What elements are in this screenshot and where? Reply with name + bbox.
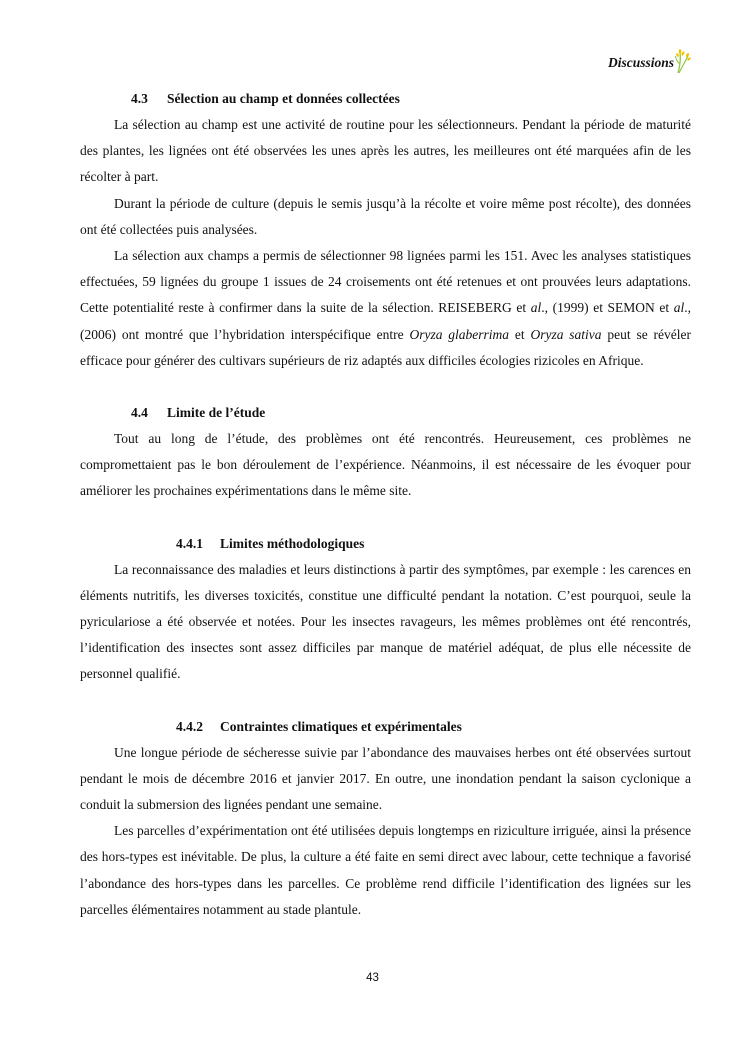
header-title: Discussions (607, 55, 674, 70)
section-number: 4.4 (131, 405, 148, 421)
spacer (80, 374, 691, 400)
species-name: Oryza glaberrima (409, 326, 510, 342)
rice-plant-icon (675, 48, 691, 74)
section-heading-4-4 (80, 400, 691, 426)
section-title: Sélection au champ et données collectées (167, 91, 400, 106)
paragraph: Une longue période de sécheresse suivie par l’abondance des mauvaises herbes ont été observées surtout pendant le mois de décembre 2016 et janvier 2017. En outre, une inondation pendant la saison cyclonique a conduit la submersion des lignées pendant une semaine. (80, 744, 691, 813)
species-name: Oryza sativa (530, 326, 602, 342)
paragraph: Les parcelles d’expérimentation ont été utilisées depuis longtemps en riziculture irriguée, ainsi la présence des hors-types est inévitable. De plus, la culture a été faite en semi direct avec labour, cette technique a favorisé l’abondance des hors-types dans les parcelles. Ce problème rend difficile l’identification des lignées sur les parcelles élémentaires notamment au stade plantule. (80, 823, 691, 917)
section-heading-4-3 (80, 86, 691, 112)
page-content (80, 86, 691, 923)
section-number: 4.3 (131, 91, 148, 106)
section-title: Limite de l’étude (167, 405, 266, 421)
section-heading-4-4-1 (80, 531, 691, 557)
section-number: 4.4.2 (176, 718, 203, 734)
paragraph: La reconnaissance des maladies et leurs distinctions à partir des symptômes, par exemple : les carences en éléments nutritifs, les diverses toxicités, constitue une difficulté pendant la notation. C’est pourquoi, seule la pyriculariose a été observée et notées. Pour les insectes ravageurs, les mêmes problèmes ont été rencontrés, l’identification des insectes sont assez difficiles par manque de matériel adéquat, de plus elle nécessite de personnel qualifié. (80, 561, 691, 682)
spacer (80, 688, 691, 714)
paragraph: Tout au long de l’étude, des problèmes ont été rencontrés. Heureusement, ces problèmes ne compromettaient pas le bon déroulement de l’expérience. Néanmoins, il est nécessaire de les évoquer pour améliorer les prochaines expérimentations dans le même site. (80, 431, 691, 499)
section-number: 4.4.1 (176, 535, 203, 551)
paragraph: La sélection aux champs a permis de sélectionner 98 lignées parmi les 151. Avec les analyses statistiques effectuées, 59 lignées du groupe 1 issues de 24 croisements ont été retenues et ont prouvées leurs adaptations. Cette potentialité reste à confirmer dans la suite de la sélection. REISEBERG et al., (1999) et SEMON et al., (2006) ont montré que l’hybridation interspécifique entre Oryza glaberrima et Oryza sativa peut se révéler efficace pour générer des cultivars supérieurs de riz adaptés aux difficiles écologies rizicoles en Afrique. (80, 248, 691, 368)
italic-al: al (530, 300, 542, 316)
section-title: Limites méthodologiques (220, 535, 365, 551)
section-title: Contraintes climatiques et expérimentales (220, 718, 462, 734)
italic-al: al (673, 300, 685, 316)
spacer (80, 505, 691, 531)
paragraph: La sélection au champ est une activité de routine pour les sélectionneurs. Pendant la période de maturité des plantes, les lignées ont été observées les unes après les autres, les meilleures ont été marquées afin de les récolter à part. (80, 117, 691, 185)
page-header (608, 48, 691, 74)
section-heading-4-4-2 (80, 714, 691, 740)
paragraph: Durant la période de culture (depuis le semis jusqu’à la récolte et voire même post récolte), des données ont été collectées puis analysées. (80, 195, 691, 237)
page-number: 43 (366, 972, 379, 984)
